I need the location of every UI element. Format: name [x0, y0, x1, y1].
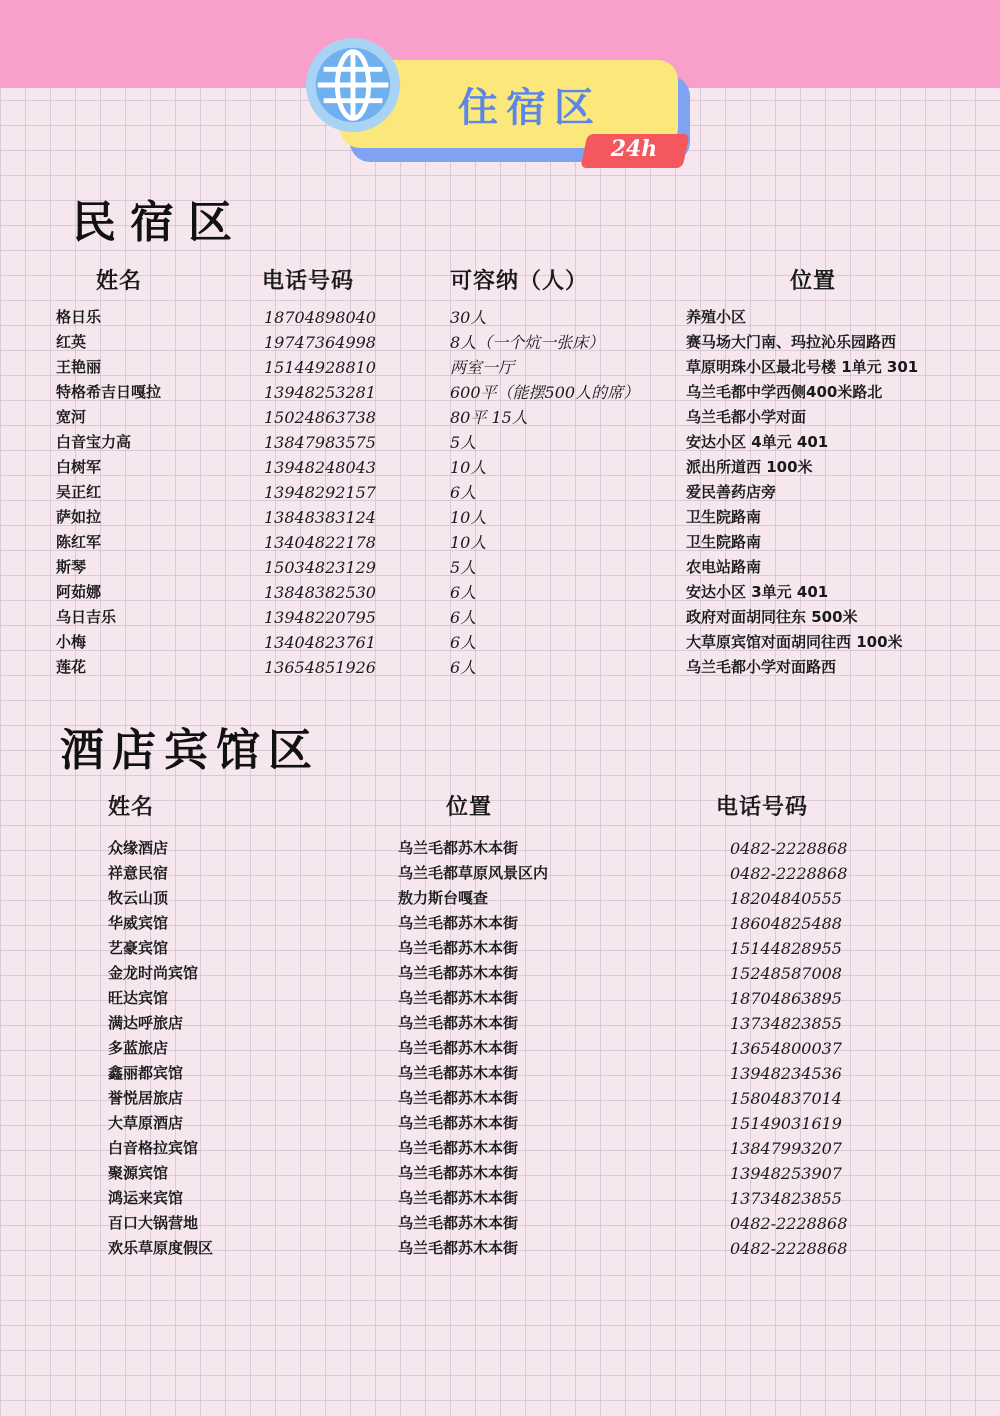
- hotel-phone: 18204840555: [730, 889, 842, 908]
- table-row: [0, 505, 1000, 530]
- table-row: [0, 330, 1000, 355]
- hotel-location: 乌兰毛都苏木本街: [398, 1014, 519, 1032]
- hotel-name: 众缘酒店: [108, 839, 169, 857]
- guesthouse-phone: 13404822178: [264, 533, 376, 552]
- guesthouse-name: 格日乐: [56, 308, 102, 326]
- table-row: [0, 580, 1000, 605]
- guesthouse-header-location: 位置: [790, 269, 837, 294]
- guesthouse-name: 小梅: [56, 633, 87, 651]
- guesthouse-location: 赛马场大门南、玛拉沁乐园路西: [686, 333, 897, 351]
- table-row: [0, 1111, 1000, 1136]
- guesthouse-capacity: 6人: [450, 658, 477, 677]
- page-title: 住宿区: [458, 84, 602, 131]
- hotel-phone: 0482-2228868: [730, 1239, 848, 1258]
- guesthouse-location: 安达小区 3单元 401: [686, 583, 829, 601]
- guesthouse-phone: 13948292157: [264, 483, 376, 502]
- hotel-name: 华威宾馆: [108, 914, 169, 932]
- guesthouse-location: 卫生院路南: [686, 508, 762, 526]
- guesthouse-phone: 13948248043: [264, 458, 376, 477]
- guesthouse-header-name: 姓名: [96, 269, 143, 294]
- guesthouse-capacity: 10人: [450, 533, 487, 552]
- table-row: [0, 1036, 1000, 1061]
- guesthouse-name: 乌日吉乐: [56, 608, 117, 626]
- hotel-name: 满达呼旅店: [108, 1014, 184, 1032]
- guesthouse-phone: 13948253281: [264, 383, 376, 402]
- hotel-location: 乌兰毛都苏木本街: [398, 989, 519, 1007]
- hotel-phone: 13948253907: [730, 1164, 842, 1183]
- hotel-name: 艺豪宾馆: [108, 939, 169, 957]
- table-row: [0, 630, 1000, 655]
- hotel-phone: 15804837014: [730, 1089, 842, 1108]
- hotel-location: 乌兰毛都苏木本街: [398, 939, 519, 957]
- guesthouse-location: 卫生院路南: [686, 533, 762, 551]
- guesthouse-table: [0, 305, 1000, 680]
- guesthouse-phone: 15144928810: [264, 358, 376, 377]
- guesthouse-location: 大草原宾馆对面胡同往西 100米: [686, 633, 903, 651]
- guesthouse-capacity: 80平 15人: [450, 408, 528, 427]
- table-row: [0, 430, 1000, 455]
- guesthouse-name: 萨如拉: [56, 508, 102, 526]
- hotel-name: 百口大锅营地: [108, 1214, 199, 1232]
- table-row: [0, 555, 1000, 580]
- table-row: [0, 836, 1000, 861]
- hotel-phone: 0482-2228868: [730, 1214, 848, 1233]
- guesthouse-name: 陈红军: [56, 533, 102, 551]
- guesthouse-location: 农电站路南: [686, 558, 762, 576]
- hotel-location: 乌兰毛都苏木本街: [398, 1114, 519, 1132]
- hotel-phone: 0482-2228868: [730, 864, 848, 883]
- guesthouse-name: 王艳丽: [56, 358, 102, 376]
- guesthouse-name: 红英: [56, 333, 87, 351]
- table-row: [0, 405, 1000, 430]
- guesthouse-location: 乌兰毛都小学对面: [686, 408, 807, 426]
- guesthouse-capacity: 10人: [450, 508, 487, 527]
- table-row: [0, 605, 1000, 630]
- hotel-location: 乌兰毛都苏木本街: [398, 1039, 519, 1057]
- hotel-name: 牧云山顶: [108, 889, 169, 907]
- table-row: [0, 455, 1000, 480]
- table-row: [0, 530, 1000, 555]
- guesthouse-phone: 19747364998: [264, 333, 376, 352]
- guesthouse-capacity: 5人: [450, 558, 477, 577]
- hotel-location: 敖力斯台嘎查: [398, 889, 489, 907]
- hotel-location: 乌兰毛都苏木本街: [398, 1064, 519, 1082]
- guesthouse-name: 宽河: [56, 408, 87, 426]
- hotel-phone: 18604825488: [730, 914, 842, 933]
- guesthouse-phone: 15034823129: [264, 558, 376, 577]
- hotel-name: 大草原酒店: [108, 1114, 184, 1132]
- hotel-name: 祥意民宿: [108, 864, 169, 882]
- guesthouse-capacity: 30人: [450, 308, 487, 327]
- guesthouse-capacity: 5人: [450, 433, 477, 452]
- table-row: [0, 986, 1000, 1011]
- hotel-location: 乌兰毛都草原风景区内: [398, 864, 549, 882]
- guesthouse-phone: 13654851926: [264, 658, 376, 677]
- hotel-phone: 18704863895: [730, 989, 842, 1008]
- guesthouse-capacity: 6人: [450, 483, 477, 502]
- table-row: [0, 1086, 1000, 1111]
- hotel-name: 多蓝旅店: [108, 1039, 169, 1057]
- guesthouse-phone: 13404823761: [264, 633, 376, 652]
- table-row: [0, 911, 1000, 936]
- hotel-location: 乌兰毛都苏木本街: [398, 1164, 519, 1182]
- guesthouse-name: 特格希吉日嘎拉: [56, 383, 162, 401]
- table-row: [0, 1236, 1000, 1261]
- hotel-location: 乌兰毛都苏木本街: [398, 1214, 519, 1232]
- hotel-phone: 15248587008: [730, 964, 842, 983]
- hotel-table: [0, 836, 1000, 1261]
- guesthouse-capacity: 600平（能摆500人的席）: [450, 383, 640, 402]
- hotel-location: 乌兰毛都苏木本街: [398, 914, 519, 932]
- table-row: [0, 861, 1000, 886]
- hotel-phone: 13734823855: [730, 1189, 842, 1208]
- guesthouse-phone: 15024863738: [264, 408, 376, 427]
- guesthouse-location: 养殖小区: [686, 308, 747, 326]
- guesthouse-capacity: 6人: [450, 583, 477, 602]
- guesthouse-phone: 13948220795: [264, 608, 376, 627]
- hotel-phone: 13734823855: [730, 1014, 842, 1033]
- guesthouse-capacity: 10人: [450, 458, 487, 477]
- hotel-name: 金龙时尚宾馆: [108, 964, 199, 982]
- table-row: [0, 886, 1000, 911]
- guesthouse-header-capacity: 可容纳（人）: [450, 269, 589, 294]
- table-row: [0, 936, 1000, 961]
- guesthouse-location: 安达小区 4单元 401: [686, 433, 829, 451]
- guesthouse-location: 派出所道西 100米: [686, 458, 813, 476]
- hotel-phone: 15144828955: [730, 939, 842, 958]
- hotel-section-title: 酒店宾馆区: [60, 725, 320, 776]
- guesthouse-phone: 13848383124: [264, 508, 376, 527]
- hotel-location: 乌兰毛都苏木本街: [398, 1089, 519, 1107]
- guesthouse-location: 政府对面胡同往东 500米: [686, 608, 858, 626]
- table-row: [0, 655, 1000, 680]
- hotel-name: 旺达宾馆: [108, 989, 169, 1007]
- table-row: [0, 1136, 1000, 1161]
- guesthouse-location: 乌兰毛都小学对面路西: [686, 658, 837, 676]
- table-row: [0, 1011, 1000, 1036]
- guesthouse-location: 爱民善药店旁: [686, 483, 777, 501]
- guesthouse-phone: 13848382530: [264, 583, 376, 602]
- table-row: [0, 305, 1000, 330]
- hotel-phone: 0482-2228868: [730, 839, 848, 858]
- guesthouse-name: 吴正红: [56, 483, 102, 501]
- table-row: [0, 355, 1000, 380]
- guesthouse-name: 阿茹娜: [56, 583, 102, 601]
- hotel-phone: 13847993207: [730, 1139, 842, 1158]
- hotel-location: 乌兰毛都苏木本街: [398, 964, 519, 982]
- table-row: [0, 480, 1000, 505]
- hotel-location: 乌兰毛都苏木本街: [398, 1189, 519, 1207]
- guesthouse-capacity: 两室一厅: [450, 358, 515, 377]
- table-row: [0, 1161, 1000, 1186]
- guesthouse-name: 斯琴: [56, 558, 87, 576]
- guesthouse-location: 乌兰毛都中学西侧400米路北: [686, 383, 883, 401]
- hours-tag-label: 24h: [610, 136, 658, 162]
- hotel-phone: 13654800037: [730, 1039, 842, 1058]
- hotel-phone: 13948234536: [730, 1064, 842, 1083]
- guesthouse-capacity: 6人: [450, 608, 477, 627]
- hotel-name: 聚源宾馆: [108, 1164, 169, 1182]
- table-row: [0, 1061, 1000, 1086]
- hotel-location: 乌兰毛都苏木本街: [398, 1139, 519, 1157]
- globe-icon: [304, 36, 402, 134]
- hotel-name: 鸿运来宾馆: [108, 1189, 184, 1207]
- guesthouse-section-title: 民宿区: [72, 197, 246, 248]
- guesthouse-header-phone: 电话号码: [262, 269, 355, 294]
- guesthouse-name: 白音宝力高: [56, 433, 132, 451]
- hotel-name: 鑫丽都宾馆: [108, 1064, 184, 1082]
- table-row: [0, 961, 1000, 986]
- guesthouse-location: 草原明珠小区最北号楼 1单元 301: [686, 358, 919, 376]
- guesthouse-phone: 13847983575: [264, 433, 376, 452]
- hotel-header-location: 位置: [446, 795, 493, 820]
- table-row: [0, 1186, 1000, 1211]
- hotel-location: 乌兰毛都苏木本街: [398, 1239, 519, 1257]
- guesthouse-capacity: 6人: [450, 633, 477, 652]
- guesthouse-capacity: 8人（一个炕一张床）: [450, 333, 605, 352]
- guesthouse-name: 莲花: [56, 658, 87, 676]
- guesthouse-name: 白树军: [56, 458, 102, 476]
- hotel-phone: 15149031619: [730, 1114, 842, 1133]
- hotel-name: 白音格拉宾馆: [108, 1139, 199, 1157]
- guesthouse-phone: 18704898040: [264, 308, 376, 327]
- hotel-name: 誉悦居旅店: [108, 1089, 184, 1107]
- hotel-location: 乌兰毛都苏木本街: [398, 839, 519, 857]
- hotel-header-name: 姓名: [108, 795, 155, 820]
- table-row: [0, 380, 1000, 405]
- table-row: [0, 1211, 1000, 1236]
- hotel-header-phone: 电话号码: [716, 795, 809, 820]
- hotel-name: 欢乐草原度假区: [108, 1239, 214, 1257]
